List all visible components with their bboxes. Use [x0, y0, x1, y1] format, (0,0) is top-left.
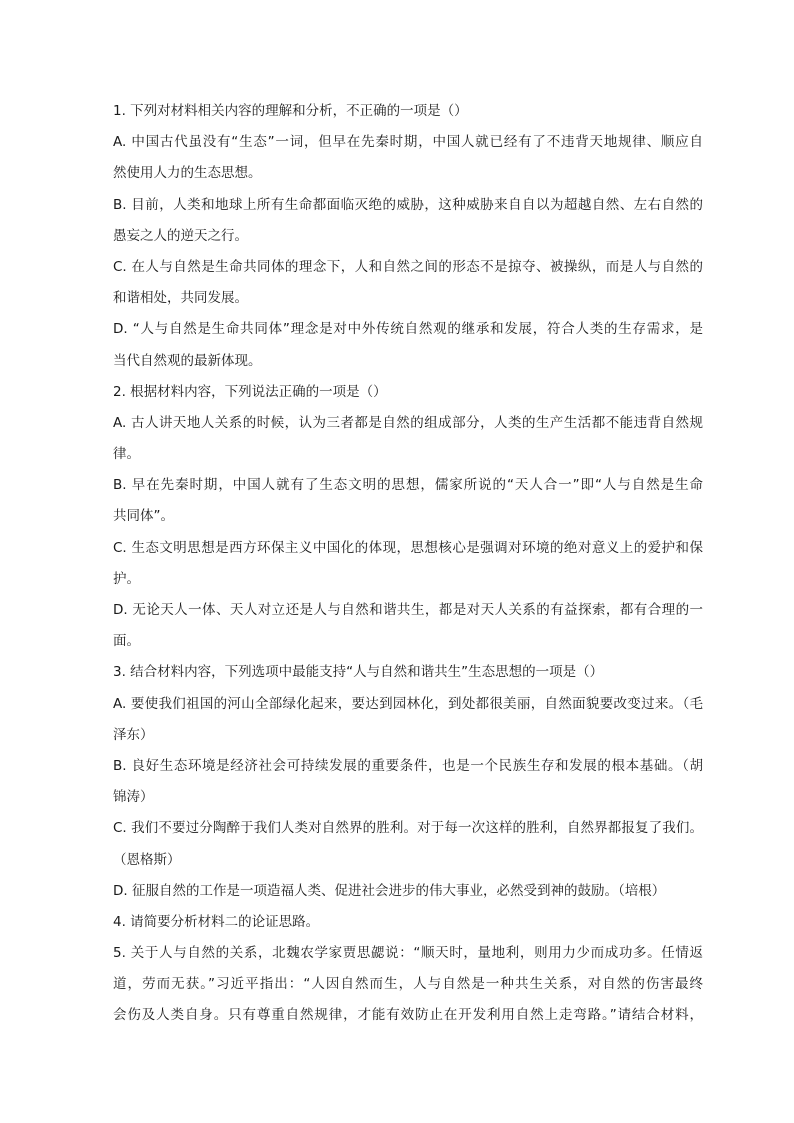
text-line: 3. 结合材料内容，下列选项中最能支持“人与自然和谐共生”生态思想的一项是（）: [113, 664, 604, 681]
text-line: 护。: [113, 570, 140, 587]
text-line: 1. 下列对材料相关内容的理解和分析，不正确的一项是（）: [113, 103, 468, 119]
text-line: D. “人与自然是生命共同体”理念是对中外传统自然观的继承和发展，符合人类的生存需求，是: [113, 321, 703, 338]
text-line: B. 早在先秦时期，中国人就有了生态文明的思想，儒家所说的“天人合一”即“人与自然是生命: [113, 477, 703, 494]
text-line: A. 中国古代虽没有“生态”一词，但早在先秦时期，中国人就已经有了不违背天地规律、顺应自: [113, 134, 703, 151]
text-line: 然使用人力的生态思想。: [113, 165, 262, 182]
question-text: [113, 96, 703, 1032]
text-line: 道，劳而无获。”习近平指出：“人因自然而生，人与自然是一种共生关系，对自然的伤害最终: [113, 976, 703, 993]
text-line: 律。: [113, 446, 140, 463]
text-line: 泽东）: [113, 726, 154, 743]
text-line: 会伤及人类自身。只有尊重自然规律，才能有效防止在开发利用自然上走弯路。”请结合材料，: [113, 1007, 703, 1024]
text-line: 4. 请简要分析材料二的论证思路。: [113, 913, 320, 930]
text-line: 和谐相处，共同发展。: [113, 290, 248, 307]
text-line: 当代自然观的最新体现。: [113, 352, 262, 369]
text-line: B. 良好生态环境是经济社会可持续发展的重要条件，也是一个民族生存和发展的根本基础。（胡: [113, 757, 703, 774]
text-line: 5. 关于人与自然的关系，北魏农学家贾思勰说：“顺天时，量地利，则用力少而成功多。任情返: [113, 945, 703, 962]
text-line: 2. 根据材料内容，下列说法正确的一项是（）: [113, 383, 387, 400]
text-line: （恩格斯）: [113, 851, 181, 868]
text-line: A. 要使我们祖国的河山全部绿化起来，要达到园林化，到处都很美丽，自然面貌要改变过来。（毛: [113, 695, 703, 712]
text-line: C. 在人与自然是生命共同体的理念下，人和自然之间的形态不是掠夺、被操纵，而是人与自然的: [113, 258, 703, 275]
text-line: 面。: [113, 633, 140, 650]
text-line: A. 古人讲天地人关系的时候，认为三者都是自然的组成部分，人类的生产生活都不能违背自然规: [113, 414, 703, 431]
text-line: D. 征服自然的工作是一项造福人类、促进社会进步的伟大事业，必然受到神的鼓励。（培根）: [113, 882, 666, 899]
text-line: 愚妄之人的逆天之行。: [113, 227, 248, 244]
text-line: C. 我们不要过分陶醉于我们人类对自然界的胜利。对于每一次这样的胜利，自然界都报复了我们。: [113, 820, 703, 837]
text-line: D. 无论天人一体、天人对立还是人与自然和谐共生，都是对天人关系的有益探索，都有合理的一: [113, 602, 703, 618]
text-line: C. 生态文明思想是西方环保主义中国化的体现，思想核心是强调对环境的绝对意义上的爱护和保: [113, 539, 703, 556]
text-line: 锦涛）: [113, 789, 154, 806]
text-line: 共同体”。: [113, 508, 174, 525]
text-line: B. 目前，人类和地球上所有生命都面临灭绝的威胁，这种威胁来自自以为超越自然、左右自然的: [113, 196, 703, 213]
